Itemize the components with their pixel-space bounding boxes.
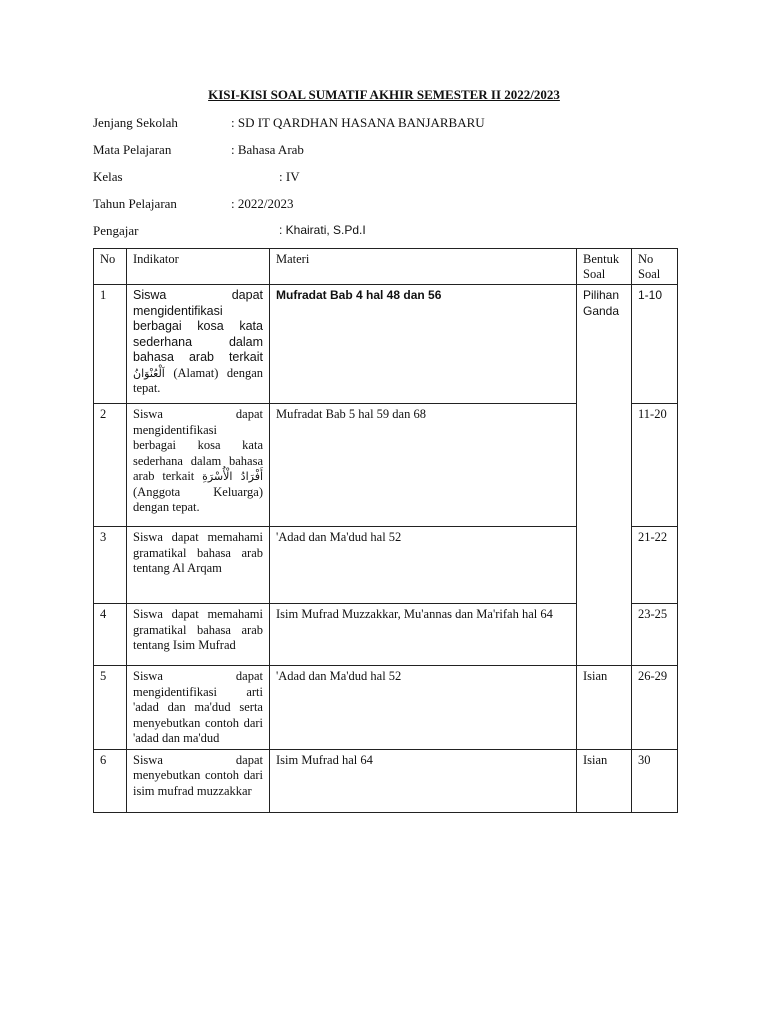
jenjang-value: : SD IT QARDHAN HASANA BANJARBARU	[231, 115, 485, 130]
kelas-label: Kelas	[93, 169, 123, 184]
tahun-value: : 2022/2023	[231, 196, 294, 211]
jenjang-label: Jenjang Sekolah	[93, 115, 178, 130]
table-row	[94, 285, 678, 404]
table-row	[94, 749, 678, 812]
kelas-value: : IV	[279, 169, 300, 184]
header-materi: Materi	[270, 249, 577, 285]
header-indikator: Indikator	[127, 249, 270, 285]
row-indikator: Siswa dapat memahami gramatikal bahasa arab tentang Isim Mufrad	[127, 604, 270, 666]
table-header-row	[94, 249, 678, 285]
row-materi: Mufradat Bab 4 hal 48 dan 56	[270, 285, 577, 404]
row-indikator: Siswa dapat menyebutkan contoh dari isim mufrad muzzakkar	[127, 749, 270, 812]
row-bentuk-soal: Isian	[577, 749, 632, 812]
indikator-text-end: (Alamat) dengan tepat.	[133, 365, 264, 395]
row-bentuk-soal: Pilihan Ganda	[577, 285, 632, 666]
indikator-text: Siswa dapat mengidentifikasi berbagai kosa kata sederhana dalam bahasa arab terkait	[133, 288, 263, 364]
row-materi: Isim Mufrad hal 64	[270, 749, 577, 812]
row-no-soal: 1-10	[632, 285, 678, 404]
row-bentuk-soal: Isian	[577, 666, 632, 750]
row-no-soal: 21-22	[632, 527, 678, 604]
row-no: 4	[94, 604, 127, 666]
row-no: 6	[94, 749, 127, 812]
row-no-soal: 11-20	[632, 404, 678, 527]
kisi-kisi-table	[93, 248, 678, 813]
mapel-label: Mata Pelajaran	[93, 142, 172, 157]
document-title: KISI-KISI SOAL SUMATIF AKHIR SEMESTER II 2022/2023	[208, 87, 560, 102]
row-no: 2	[94, 404, 127, 527]
row-no: 3	[94, 527, 127, 604]
header-bentuk-soal: Bentuk Soal	[577, 249, 632, 285]
row-indikator	[127, 404, 270, 527]
header-no: No	[94, 249, 127, 285]
pengajar-label: Pengajar	[93, 223, 139, 238]
row-materi: Isim Mufrad Muzzakkar, Mu'annas dan Ma'rifah hal 64	[270, 604, 577, 666]
row-indikator: Siswa dapat mengidentifikasi arti 'adad dan ma'dud serta menyebutkan contoh dari 'adad dan ma'dud	[127, 666, 270, 750]
pengajar-value: : Khairati, S.Pd.I	[279, 223, 366, 237]
row-no-soal: 30	[632, 749, 678, 812]
row-indikator	[127, 285, 270, 404]
indikator-text-end: (Anggota Keluarga) dengan tepat.	[133, 484, 263, 514]
tahun-label: Tahun Pelajaran	[93, 196, 177, 211]
row-no-soal: 26-29	[632, 666, 678, 750]
header-no-soal: No Soal	[632, 249, 678, 285]
indikator-text: Siswa dapat mengidentifikasi berbagai kosa kata sederhana dalam bahasa arab terkait	[133, 407, 263, 483]
indikator-arabic-term: اَلْعُنْوَانُ	[133, 366, 165, 380]
indikator-arabic-term: أَفْرَادُ الْأُسْرَةِ	[202, 470, 264, 483]
row-no: 5	[94, 666, 127, 750]
mapel-value: : Bahasa Arab	[231, 142, 304, 157]
row-materi: 'Adad dan Ma'dud hal 52	[270, 527, 577, 604]
row-materi: 'Adad dan Ma'dud hal 52	[270, 666, 577, 750]
row-materi: Mufradat Bab 5 hal 59 dan 68	[270, 404, 577, 527]
row-indikator: Siswa dapat memahami gramatikal bahasa arab tentang Al Arqam	[127, 527, 270, 604]
row-no: 1	[94, 285, 127, 404]
row-no-soal: 23-25	[632, 604, 678, 666]
table-row	[94, 666, 678, 750]
